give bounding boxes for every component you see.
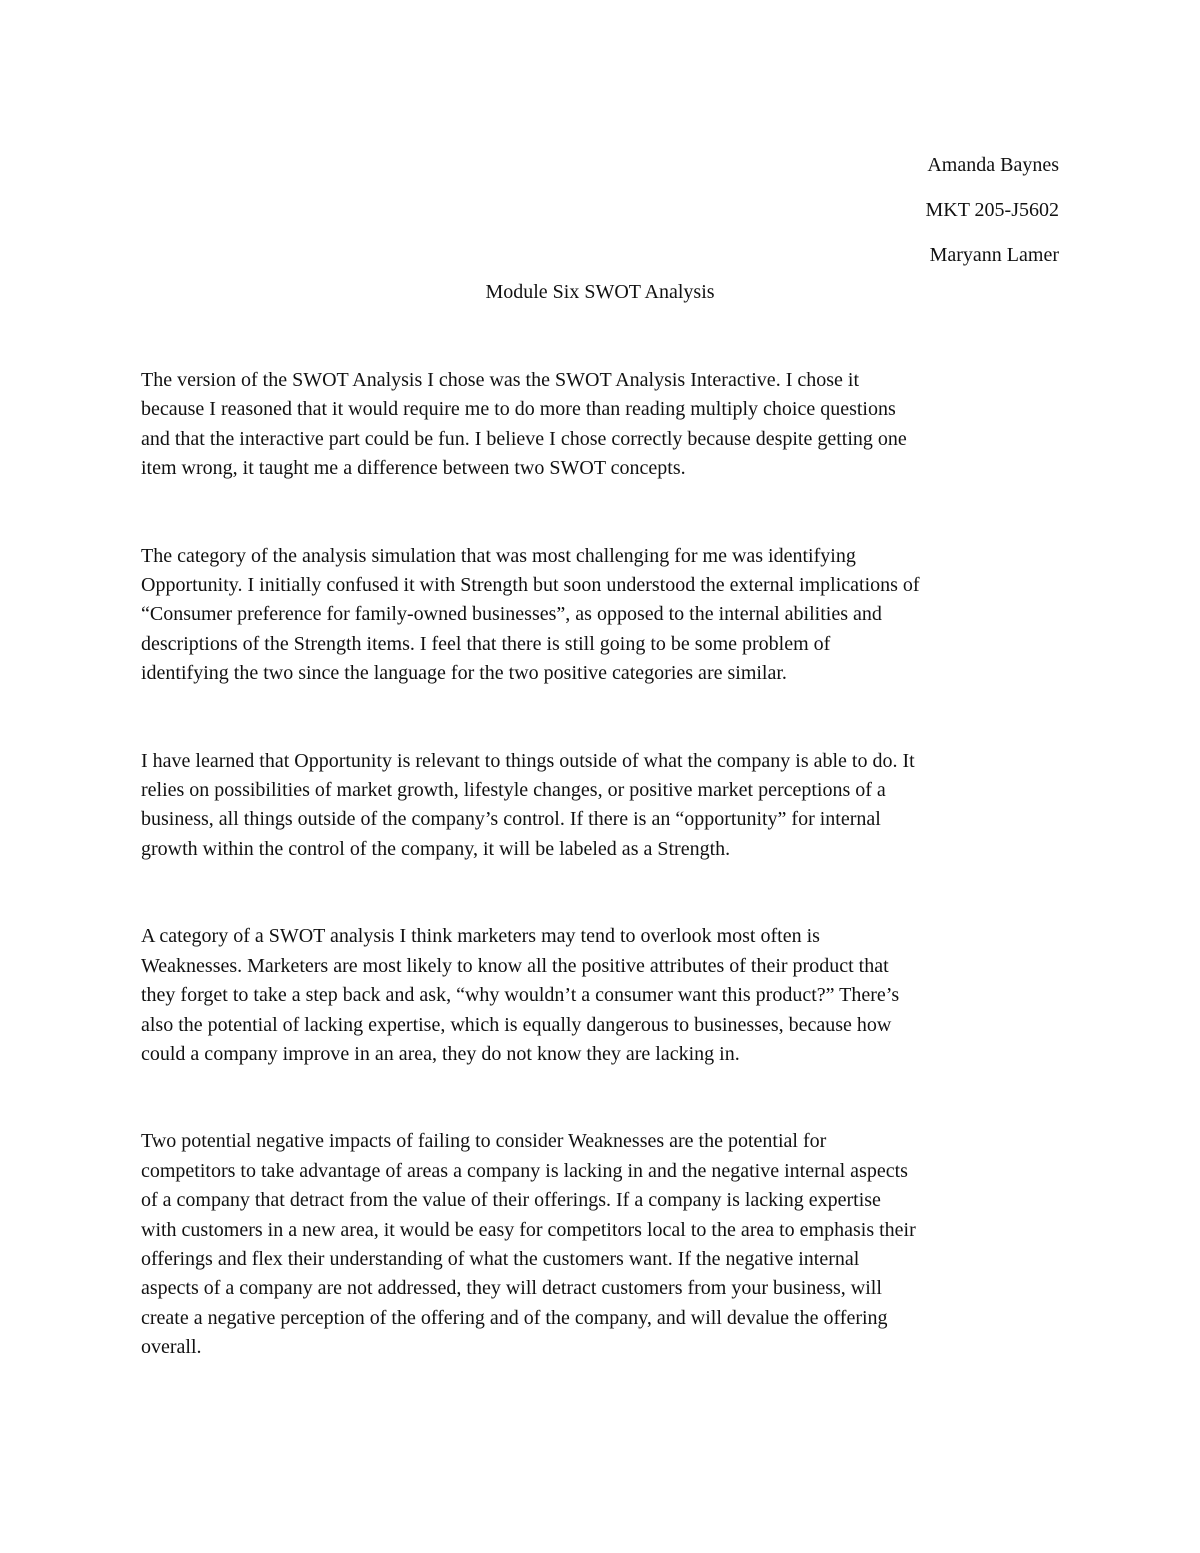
paragraph-line: could a company improve in an area, they do not know they are lacking in.	[141, 1042, 740, 1065]
header-block	[925, 143, 1059, 278]
paragraph-line: because I reasoned that it would require me to do more than reading multiply choice questions	[141, 398, 896, 421]
paragraph-line: I have learned that Opportunity is relevant to things outside of what the company is able to do. It	[141, 749, 915, 772]
paragraph-line: also the potential of lacking expertise, which is equally dangerous to businesses, because how	[141, 1013, 892, 1036]
body-paragraph	[141, 747, 1066, 865]
paragraph-line: A category of a SWOT analysis I think marketers may tend to overlook most often is	[141, 925, 820, 948]
body-paragraph	[141, 366, 1066, 484]
paragraph-line: Weaknesses. Marketers are most likely to know all the positive attributes of their product that	[141, 954, 889, 977]
paragraph-line: The category of the analysis simulation that was most challenging for me was identifying	[141, 544, 856, 567]
body-paragraph	[141, 1127, 1066, 1362]
instructor-name: Maryann Lamer	[929, 244, 1059, 266]
body-paragraph	[141, 542, 1066, 689]
paragraph-line: offerings and flex their understanding of what the customers want. If the negative internal	[141, 1247, 860, 1270]
paragraph-line: Opportunity. I initially confused it with Strength but soon understood the external implications of	[141, 574, 920, 597]
document-body	[141, 366, 1066, 1421]
paragraph-line: relies on possibilities of market growth, lifestyle changes, or positive market perceptions of a	[141, 779, 886, 802]
paragraph-line: “Consumer preference for family-owned businesses”, as opposed to the internal abilities and	[141, 603, 882, 626]
paragraph-line: identifying the two since the language for the two positive categories are similar.	[141, 662, 787, 685]
paragraph-line: aspects of a company are not addressed, they will detract customers from your business, will	[141, 1277, 882, 1300]
paragraph-line: business, all things outside of the company’s control. If there is an “opportunity” for internal	[141, 808, 881, 831]
paragraph-line: of a company that detract from the value of their offerings. If a company is lacking expertise	[141, 1189, 881, 1212]
body-paragraph	[141, 922, 1066, 1069]
paragraph-line: item wrong, it taught me a difference between two SWOT concepts.	[141, 457, 686, 480]
paragraph-line: with customers in a new area, it would be easy for competitors local to the area to emphasis their	[141, 1218, 916, 1241]
paragraph-line: Two potential negative impacts of failing to consider Weaknesses are the potential for	[141, 1130, 827, 1153]
paragraph-line: The version of the SWOT Analysis I chose was the SWOT Analysis Interactive. I chose it	[141, 369, 859, 391]
document-title: Module Six SWOT Analysis	[485, 281, 715, 303]
paragraph-line: and that the interactive part could be fun. I believe I chose correctly because despite getting one	[141, 427, 907, 450]
paragraph-line: overall.	[141, 1336, 202, 1359]
author-name: Amanda Baynes	[927, 154, 1059, 176]
paragraph-line: create a negative perception of the offering and of the company, and will devalue the offering	[141, 1306, 888, 1329]
course-code: MKT 205-J5602	[925, 199, 1059, 221]
paragraph-line: they forget to take a step back and ask, “why wouldn’t a consumer want this product?” There’s	[141, 984, 900, 1007]
paragraph-line: competitors to take advantage of areas a company is lacking in and the negative internal aspects	[141, 1159, 908, 1182]
paragraph-line: descriptions of the Strength items. I feel that there is still going to be some problem of	[141, 632, 831, 655]
paragraph-line: growth within the control of the company, it will be labeled as a Strength.	[141, 837, 731, 860]
